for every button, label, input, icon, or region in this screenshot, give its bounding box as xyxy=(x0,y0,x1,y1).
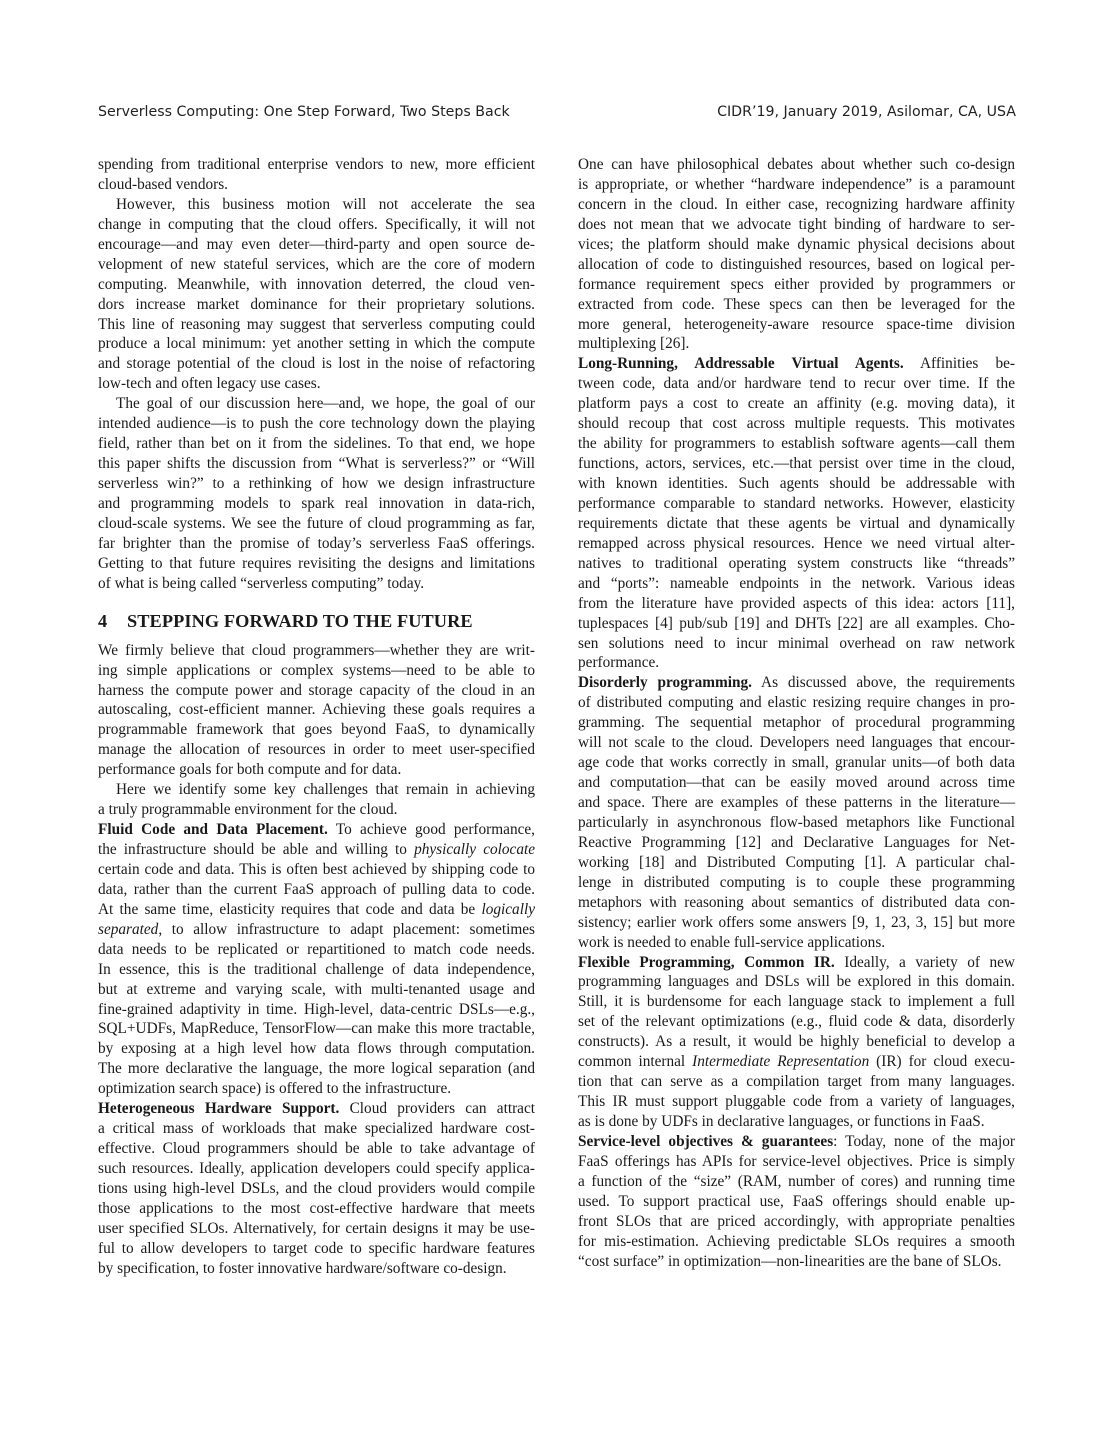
runin-heading-heterogeneous-hardware: Heterogeneous Hardware Support. xyxy=(98,1100,340,1118)
left-column xyxy=(98,155,535,1279)
text-line: programming languages and DSLs will be explored in this domain. xyxy=(578,973,1015,991)
text-line: with known identities. Such agents should be addressable with xyxy=(578,475,1015,492)
text-line: However, this business motion will not accelerate the sea xyxy=(116,195,535,213)
text-line: age code that works correctly in small, granular units—of both data xyxy=(578,754,1015,772)
text-line: spending from traditional enterprise vendors to new, more efficient xyxy=(98,156,535,173)
text-line: data, rather than the current FaaS approach of pulling data to code. xyxy=(98,880,535,898)
text-line: working [18] and Distributed Computing [1]. A particular chal- xyxy=(578,853,1015,871)
section-title: STEPPING FORWARD TO THE FUTURE xyxy=(127,610,473,631)
text-line: Flexible Programming, Common IR. Ideally, a variety of new xyxy=(578,953,1015,971)
text-line: performance. xyxy=(578,654,660,672)
paragraph-debate xyxy=(578,155,1015,354)
text-line: formance requirement specs either provided by programmers or xyxy=(578,275,1015,293)
text-line: The more declarative the language, the more logical separation (and xyxy=(98,1060,535,1078)
right-column xyxy=(578,155,1015,1272)
text-line: gramming. The sequential metaphor of procedural programming xyxy=(578,714,1015,732)
text-line: produce a local minimum: yet another setting in which the compute xyxy=(98,335,535,353)
paragraph-disorderly-programming xyxy=(578,673,1015,952)
text-line: harness the compute power and storage capacity of the cloud in an xyxy=(98,681,535,699)
text-line: set of the relevant optimizations (e.g., fluid code & data, disorderly xyxy=(578,1013,1015,1031)
text-line: Fluid Code and Data Placement. To achieve good performance, xyxy=(98,821,535,839)
text-line: will not scale to the cloud. Developers need languages that encour- xyxy=(578,734,1015,752)
text-line: encourage—and may even deter—third-party and open source de- xyxy=(98,235,535,253)
text-line: Disorderly programming. As discussed above, the requirements xyxy=(578,674,1015,692)
text-line: field, rather than bet on it from the sidelines. To that end, we hope xyxy=(98,435,535,453)
text-line: sistency; earlier work offers some answers [9, 1, 23, 3, 15] but more xyxy=(578,913,1015,931)
text-line: sen solutions need to incur minimal overhead on raw network xyxy=(578,634,1015,652)
text-line: common internal Intermediate Representation (IR) for cloud execu- xyxy=(578,1053,1015,1071)
paragraph-goal xyxy=(98,394,535,593)
emphasis: separated xyxy=(98,920,159,938)
text-line: tion that can serve as a compilation target from many languages. xyxy=(578,1073,1015,1091)
text-line: Heterogeneous Hardware Support. Cloud providers can attract xyxy=(98,1100,535,1118)
text-line: for mis-estimation. Achieving predictable SLOs requires a smooth xyxy=(578,1232,1015,1250)
text-line: The goal of our discussion here—and, we hope, the goal of our xyxy=(116,395,535,413)
text-line: Reactive Programming [12] and Declarative Languages for Net- xyxy=(578,833,1015,851)
text-line: programmable framework that goes beyond FaaS, to dynamically xyxy=(98,721,535,739)
text-line: allocation of code to distinguished resources, based on logical per- xyxy=(578,255,1015,273)
text-line: but at extreme and varying scale, with multi-tenanted usage and xyxy=(98,980,535,998)
text-line: autoscaling, cost-efficient manner. Achieving these goals requires a xyxy=(98,701,535,719)
text-line: velopment of new stateful services, which are the core of modern xyxy=(98,255,535,273)
text-line: front SLOs that are priced accordingly, with appropriate penalties xyxy=(578,1212,1015,1230)
text-line: cloud-based vendors. xyxy=(98,175,228,193)
text-line: functions, actors, services, etc.—that persist over time in the cloud, xyxy=(578,455,1015,473)
text-line: extracted from code. These specs can then be leveraged for the xyxy=(578,295,1015,313)
text-line: used. To support practical use, FaaS offerings should enable up- xyxy=(578,1192,1015,1210)
text-line: platform pays a cost to create an affinity (e.g. moving data), it xyxy=(578,395,1015,413)
text-line: and storage potential of the cloud is lost in the noise of refactoring xyxy=(98,355,535,373)
running-title: Serverless Computing: One Step Forward, Two Steps Back xyxy=(98,104,510,120)
text-line: One can have philosophical debates about whether such co-design xyxy=(578,156,1015,173)
text-line: Long-Running, Addressable Virtual Agents. Affinities be- xyxy=(578,355,1015,373)
text-line: concern in the cloud. In either case, recognizing hardware affinity xyxy=(578,195,1015,213)
text-line: SQL+UDFs, MapReduce, TensorFlow—can make this more tractable, xyxy=(98,1020,535,1038)
paragraph-virtual-agents xyxy=(578,354,1015,673)
text-line: low-tech and often legacy use cases. xyxy=(98,375,321,393)
section-number: 4 xyxy=(98,610,108,631)
text-line: and programming models to spark real innovation in data-rich, xyxy=(98,494,535,512)
text-line: far brighter than the promise of today’s serverless FaaS offerings. xyxy=(98,534,535,552)
runin-heading-service-level-objectives: Service-level objectives & guarantees xyxy=(578,1132,834,1150)
text-line: this paper shifts the discussion from “What is serverless?” or “Will xyxy=(98,455,535,473)
runin-heading-virtual-agents: Long-Running, Addressable Virtual Agents. xyxy=(578,355,904,373)
text-line: ful to allow developers to target code to specific hardware features xyxy=(98,1239,535,1257)
runin-heading-flexible-programming: Flexible Programming, Common IR. xyxy=(578,953,835,971)
text-line: the ability for programmers to establish software agents—call them xyxy=(578,435,1015,453)
text-line: the infrastructure should be able and willing to physically colocate xyxy=(98,841,536,858)
text-line: In essence, this is the traditional challenge of data independence, xyxy=(98,960,535,978)
emphasis: Intermediate Representation xyxy=(692,1053,870,1071)
text-line: fine-grained adaptivity in time. High-level, data-centric DSLs—e.g., xyxy=(98,1000,535,1018)
text-line: natives to traditional operating system constructs like “threads” xyxy=(578,554,1015,572)
runin-heading-fluid-code: Fluid Code and Data Placement. xyxy=(98,821,328,839)
section-heading xyxy=(98,612,535,638)
paragraph-service-level-objectives xyxy=(578,1132,1015,1272)
text-line: tween code, data and/or hardware tend to recur over time. If the xyxy=(578,375,1015,393)
text-line: is appropriate, or whether “hardware independence” is a paramount xyxy=(578,175,1015,193)
text-line: vices; the platform should make dynamic physical decisions about xyxy=(578,235,1015,253)
text-line: This IR must support pluggable code from a variety of languages, xyxy=(578,1093,1015,1111)
text-line: of what is being called “serverless computing” today. xyxy=(98,574,425,592)
venue-info: CIDR’19, January 2019, Asilomar, CA, USA xyxy=(717,104,1016,120)
text-line: cloud-scale systems. We see the future of cloud programming as far, xyxy=(98,514,535,532)
text-line: a truly programmable environment for the cloud. xyxy=(98,801,398,819)
text-line: intended audience—is to push the core technology down the playing xyxy=(98,415,535,433)
text-line: metaphors with reasoning about semantics of distributed data con- xyxy=(578,893,1015,911)
text-line: manage the allocation of resources in order to meet user-specified xyxy=(98,741,535,759)
text-line: such resources. Ideally, application developers could specify applica- xyxy=(98,1160,535,1177)
text-line: constructs). As a result, it would be highly beneficial to develop a xyxy=(578,1033,1015,1051)
paragraph-however xyxy=(98,195,535,394)
text-line: data needs to be replicated or repartitioned to match code needs. xyxy=(98,940,535,958)
text-line: performance goals for both compute and for data. xyxy=(98,761,402,779)
text-line: by specification, to foster innovative hardware/software co-design. xyxy=(98,1259,507,1277)
text-line: multiplexing [26]. xyxy=(578,335,690,353)
paragraph-heterogeneous-hardware xyxy=(98,1099,535,1278)
text-line: This line of reasoning may suggest that serverless computing could xyxy=(98,315,535,333)
text-line: tions using high-level DSLs, and the cloud providers would compile xyxy=(98,1179,535,1197)
text-line: Getting to that future requires revisiting the designs and limitations xyxy=(98,554,535,572)
text-line: At the same time, elasticity requires that code and data be logically xyxy=(98,900,535,918)
text-line: certain code and data. This is often best achieved by shipping code to xyxy=(98,860,535,878)
text-line: We firmly believe that cloud programmers—whether they are writ- xyxy=(98,641,535,659)
text-line: user specified SLOs. Alternatively, for certain designs it may be use- xyxy=(98,1219,535,1237)
text-line: does not mean that we advocate tight binding of hardware to ser- xyxy=(578,215,1015,233)
text-line: change in computing that the cloud offers. Specifically, it will not xyxy=(98,215,535,233)
text-line: performance comparable to standard networks. However, elasticity xyxy=(578,494,1015,512)
text-line: work is needed to enable full-service applications. xyxy=(578,933,886,951)
text-line: of distributed computing and elastic resizing require changes in pro- xyxy=(578,694,1015,712)
emphasis: physically colocate xyxy=(414,841,536,858)
paragraph-flexible-programming xyxy=(578,953,1015,1132)
paragraph-believe xyxy=(98,641,535,781)
paragraph-identify xyxy=(98,780,535,820)
text-line: particularly in asynchronous flow-based metaphors like Functional xyxy=(578,813,1015,831)
text-line: “cost surface” in optimization—non-linearities are the bane of SLOs. xyxy=(578,1252,1002,1270)
text-line: requirements dictate that these agents be virtual and dynamically xyxy=(578,514,1015,532)
emphasis: logically xyxy=(481,900,535,918)
text-line: as is done by UDFs in declarative languages, or functions in FaaS. xyxy=(578,1113,985,1130)
text-line: Service-level objectives & guarantees: Today, none of the major xyxy=(578,1132,1015,1150)
text-line: optimization search space) is offered to the infrastructure. xyxy=(98,1080,452,1098)
text-line: and space. There are examples of these patterns in the literature— xyxy=(578,794,1015,811)
text-line: a critical mass of workloads that make specialized hardware cost- xyxy=(98,1120,535,1138)
paragraph-continued xyxy=(98,155,535,195)
text-line: should recoup that cost across multiple requests. This motivates xyxy=(578,415,1015,433)
runin-heading-disorderly-programming: Disorderly programming. xyxy=(578,674,753,692)
text-line: lenge in distributed computing is to couple these programming xyxy=(578,873,1015,891)
text-line: serverless win?” to a rethinking of how we design infrastructure xyxy=(98,475,535,492)
text-line: separated, to allow infrastructure to adapt placement: sometimes xyxy=(98,920,535,938)
paragraph-fluid-code xyxy=(98,820,535,1099)
text-line: FaaS offerings has APIs for service-level objectives. Price is simply xyxy=(578,1152,1015,1170)
text-line: tuplespaces [4] pub/sub [19] and DHTs [22] are all examples. Cho- xyxy=(578,614,1015,632)
text-line: computing. Meanwhile, with innovation deterred, the cloud ven- xyxy=(98,275,535,293)
text-line: ing simple applications or complex systems—need to be able to xyxy=(98,661,535,679)
text-line: and “ports”: nameable endpoints in the network. Various ideas xyxy=(578,574,1015,592)
text-line: by exposing at a high level how data flows through computation. xyxy=(98,1040,535,1058)
text-line: and computation—that can be easily moved around across time xyxy=(578,774,1015,792)
running-header xyxy=(98,104,1016,128)
text-line: from the literature have provided aspects of this idea: actors [11], xyxy=(578,594,1015,612)
text-line: more general, heterogeneity-aware resource space-time division xyxy=(578,315,1015,333)
text-line: dors increase market dominance for their proprietary solutions. xyxy=(98,295,535,313)
text-line: a function of the “size” (RAM, number of cores) and running time xyxy=(578,1172,1015,1190)
text-line: remapped across physical resources. Hence we need virtual alter- xyxy=(578,534,1015,552)
text-line: effective. Cloud programmers should be able to take advantage of xyxy=(98,1140,535,1158)
text-line: Still, it is burdensome for each language stack to implement a full xyxy=(578,993,1015,1011)
text-line: those applications to the most cost-effective hardware that meets xyxy=(98,1199,535,1217)
text-line: Here we identify some key challenges that remain in achieving xyxy=(116,781,535,799)
